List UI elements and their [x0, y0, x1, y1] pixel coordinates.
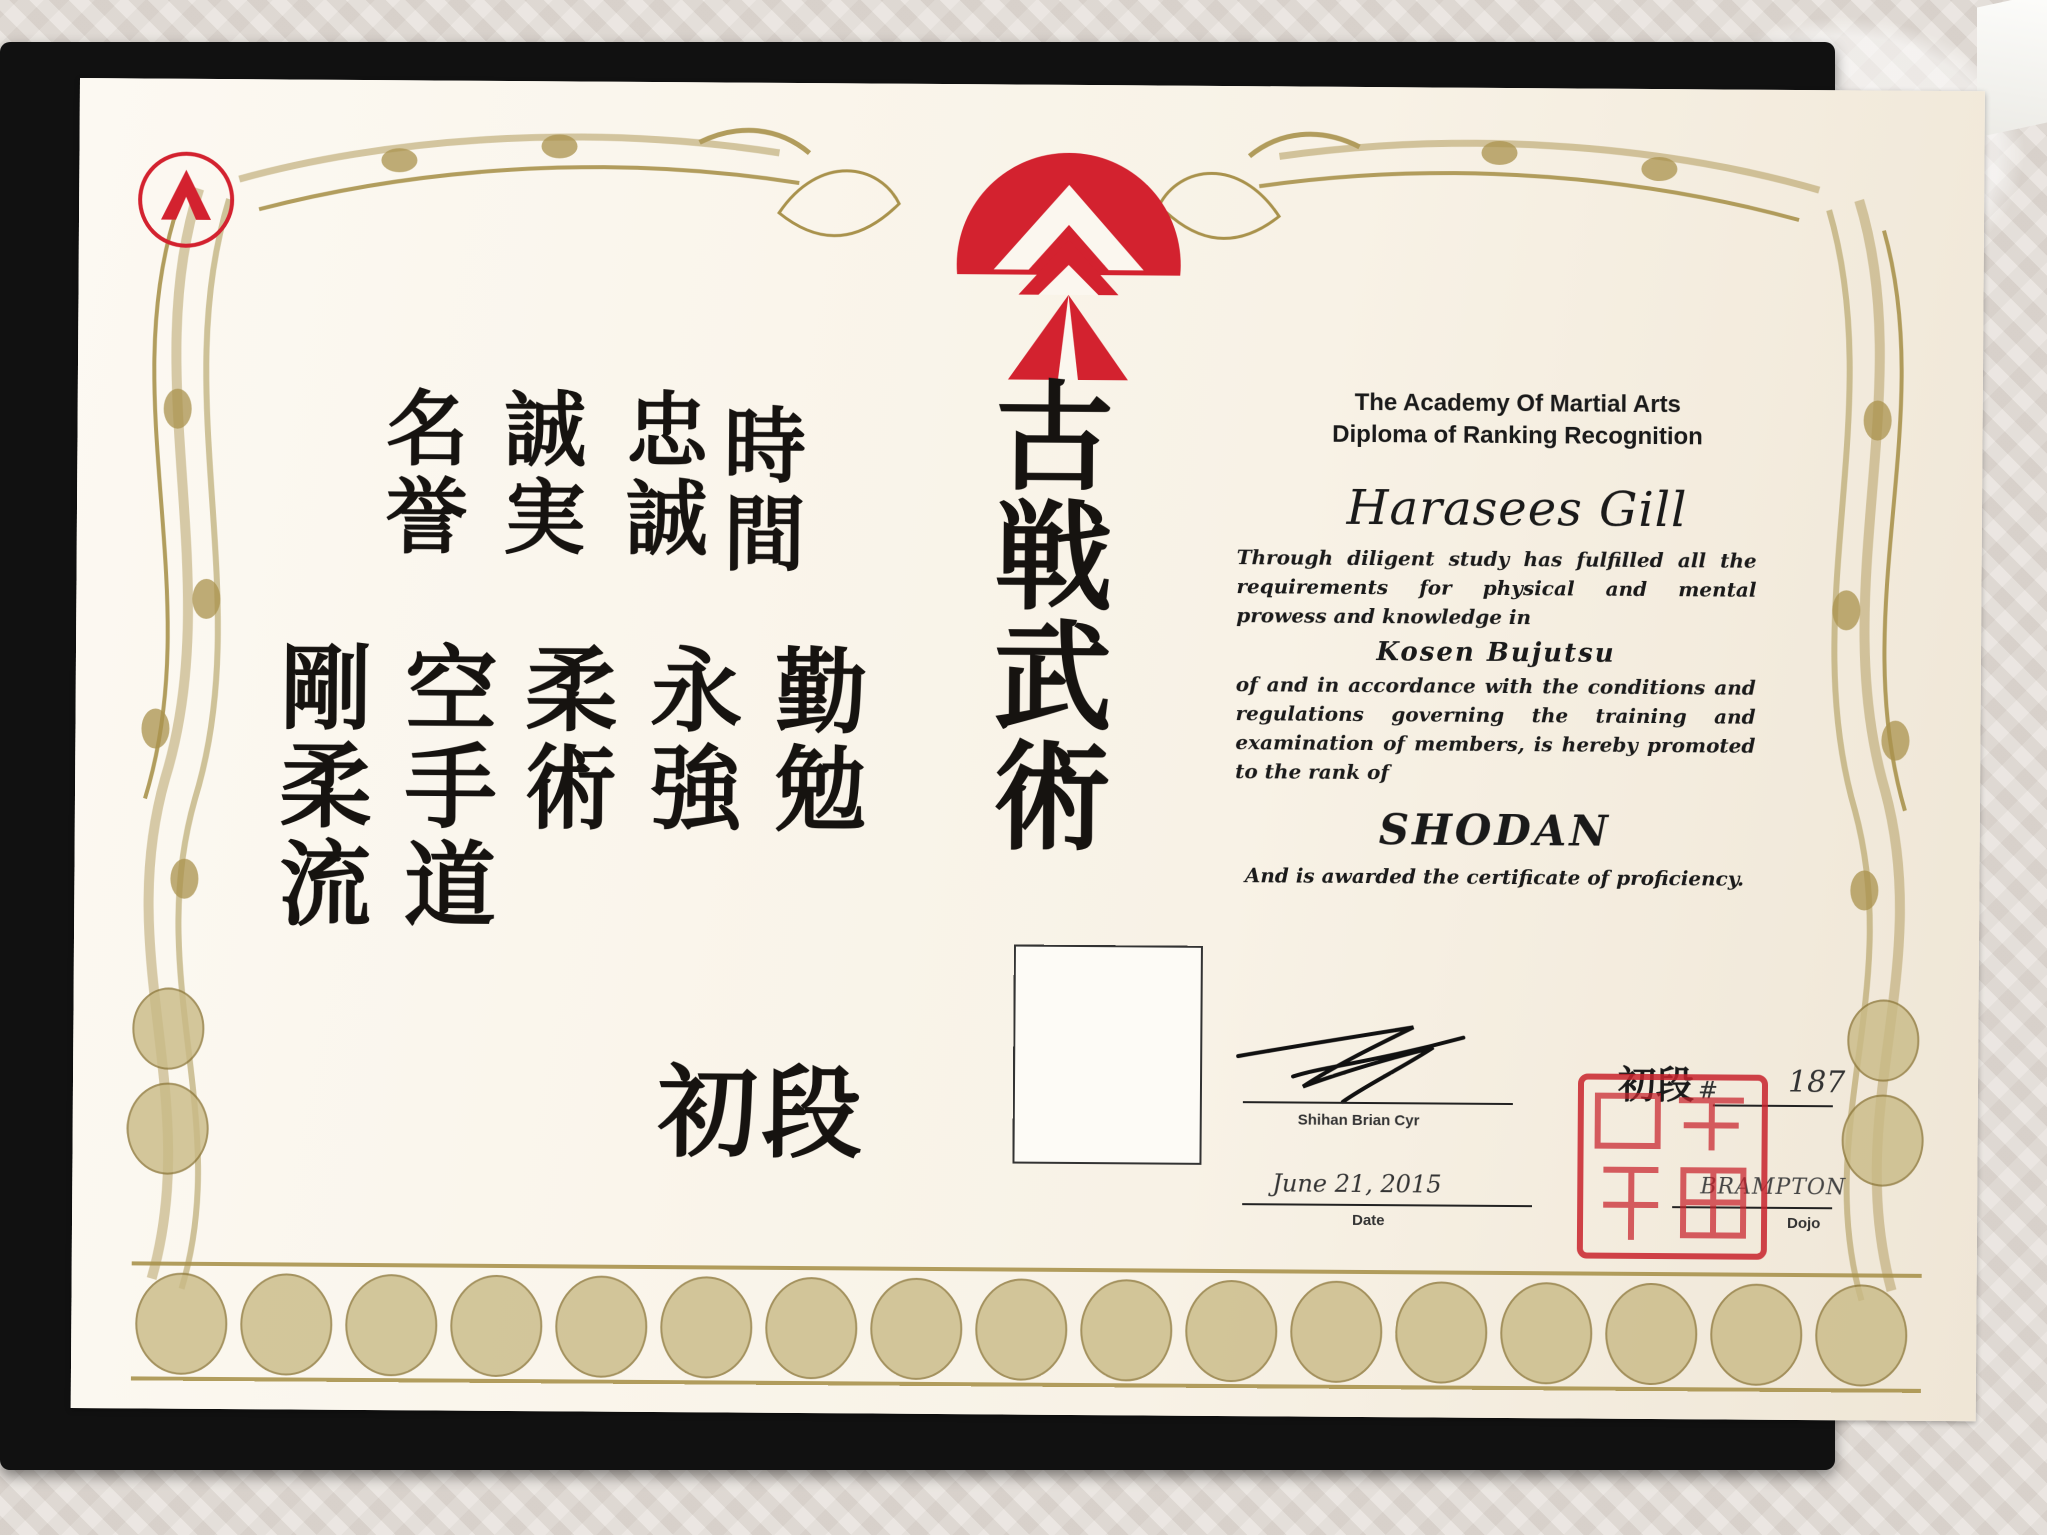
rank-kanji-large: 初段 [657, 1053, 867, 1173]
kanji-column-2: 忠誠 [611, 386, 709, 564]
kanji-column-8: 空手道 [388, 640, 499, 935]
martial-art-name: Kosen Bujutsu [1376, 636, 1616, 669]
diploma-title: Diploma of Ranking Recognition [1332, 421, 1703, 451]
kanji-column-5: 勤勉 [759, 642, 869, 840]
hanko-stamp-pattern-icon [1583, 1080, 1762, 1254]
kanji-column-4: 名誉 [371, 385, 469, 562]
photo-placeholder [1012, 945, 1203, 1165]
body-text-2: of and in accordance with the conditions and regulations governing the training and examination of members, is hereby promoted to the rank of [1235, 671, 1756, 784]
dojo-label: Dojo [1786, 1214, 1821, 1233]
red-hanko-stamp [1577, 1073, 1768, 1259]
kanji-column-1: 時間 [709, 402, 807, 580]
certificate-number: 187 [1787, 1064, 1846, 1101]
recipient-name: Harasees Gill [1346, 479, 1688, 539]
academy-name: The Academy Of Martial Arts [1354, 388, 1682, 419]
kanji-column-9: 剛柔流 [263, 639, 374, 935]
award-line: And is awarded the certificate of proficiency. [1244, 862, 1745, 891]
rank-kanji-small: 初段 [1617, 1061, 1695, 1108]
number-prefix: # [1697, 1076, 1719, 1105]
rank-name: SHODAN [1378, 804, 1611, 856]
signature-scribble-icon [1233, 1016, 1474, 1108]
date-line [1242, 1203, 1532, 1207]
kanji-column-7: 柔術 [509, 641, 619, 838]
certificate-text [1234, 386, 1757, 890]
paper-corner [1977, 0, 2047, 137]
certificate [71, 78, 1985, 1421]
red-emblem-seal-icon [131, 144, 242, 255]
body-text-1: Through diligent study has fulfilled all the requirements for physical and mental prowess and knowledge in [1236, 544, 1757, 629]
date-label: Date [1351, 1211, 1385, 1230]
signer-name: Shihan Brian Cyr [1297, 1111, 1420, 1130]
date-value: June 21, 2015 [1272, 1169, 1442, 1199]
dojo-value: BRAMPTON [1700, 1174, 1847, 1201]
academy-logo-icon [948, 144, 1190, 386]
kanji-column-3: 誠実 [489, 385, 587, 563]
main-kanji-title: 古戦武術 [972, 374, 1115, 856]
kanji-column-6: 永強 [634, 641, 744, 839]
